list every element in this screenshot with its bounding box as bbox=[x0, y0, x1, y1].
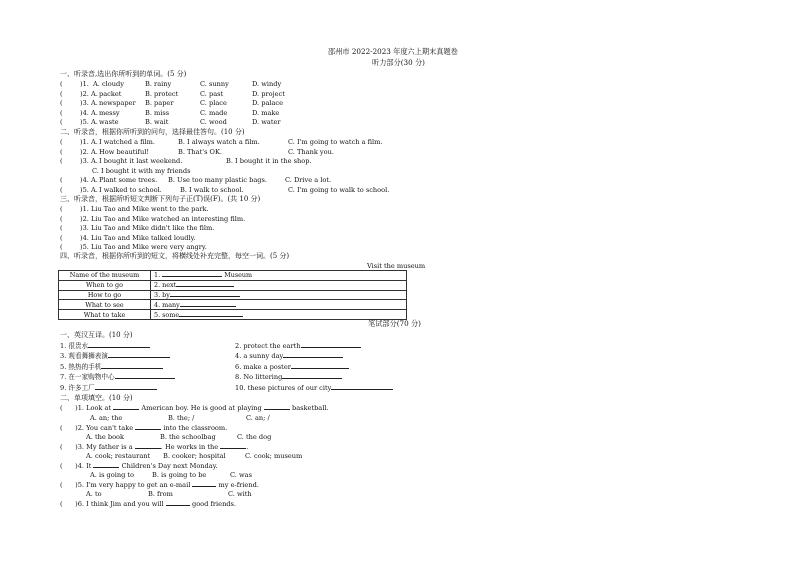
option-b: B. is going to be bbox=[152, 471, 207, 479]
option-a: I watched a film. bbox=[99, 138, 155, 146]
option-a: I bought it last weekend. bbox=[99, 157, 183, 165]
q-num: )4. A. bbox=[80, 108, 98, 117]
section3-heading: 三、听录音，根据所听短文判断下列句子正(T)误(F)。(共 10 分) bbox=[60, 195, 261, 203]
answer-blank[interactable] bbox=[331, 384, 393, 390]
answer-blank[interactable] bbox=[264, 404, 290, 410]
row-label: What to take bbox=[59, 310, 151, 320]
answer-paren: ( bbox=[60, 224, 63, 232]
option-c: C. sunny bbox=[200, 80, 229, 88]
answer-blank[interactable] bbox=[282, 373, 342, 379]
museum-table bbox=[58, 270, 407, 320]
row-label: How to go bbox=[59, 290, 151, 300]
answer-blank[interactable] bbox=[88, 342, 150, 348]
answer-prefix: 1. bbox=[154, 271, 161, 280]
answer-paren: ( bbox=[60, 233, 63, 242]
answer-paren: ( bbox=[60, 404, 76, 412]
option-c: C. the dog bbox=[237, 433, 272, 441]
answer-blank[interactable] bbox=[101, 363, 163, 369]
answer-paren: ( bbox=[60, 89, 63, 98]
mc-q5-stem: ( )5. I'm very happy to get an e-mail my e-friend. bbox=[60, 480, 259, 489]
option-a: packet bbox=[99, 89, 122, 98]
listening-part-title: 听力部分(30 分) bbox=[372, 58, 425, 67]
translation-item: 1. 很贵水 bbox=[60, 342, 150, 350]
row-answer bbox=[151, 280, 407, 290]
answer-paren: ( bbox=[60, 118, 63, 126]
translation-item: 10. these pictures of our city bbox=[235, 384, 393, 392]
answer-paren: ( bbox=[60, 157, 63, 165]
answer-blank[interactable] bbox=[170, 291, 240, 297]
table-row bbox=[59, 271, 407, 281]
tf-item: )5. Liu Tao and Mike were very angry. bbox=[80, 243, 207, 251]
mc-q2-stem: ( )2. You can't take into the classroom. bbox=[60, 423, 228, 432]
mc-q1-stem: ( )1. Look at American boy. He is good at playing basketball. bbox=[60, 404, 329, 412]
row-label: Name of the museum bbox=[59, 271, 151, 281]
answer-blank[interactable] bbox=[95, 384, 157, 390]
translation-item: 5. 热热的手机 bbox=[60, 363, 163, 371]
answer-paren: ( bbox=[60, 480, 76, 489]
answer-paren: ( bbox=[60, 461, 76, 470]
row-answer bbox=[151, 290, 407, 300]
row-label: What to see bbox=[59, 300, 151, 310]
answer-paren: ( bbox=[60, 442, 76, 451]
row-label: When to go bbox=[59, 280, 151, 290]
table-caption: Visit the museum bbox=[367, 262, 426, 270]
table-row bbox=[59, 290, 407, 300]
option-a: How beautiful! bbox=[99, 147, 149, 156]
row-answer bbox=[151, 310, 407, 320]
answer-blank[interactable] bbox=[93, 462, 119, 468]
option-c: C. was bbox=[230, 471, 252, 479]
option-b: B. Use too many plastic bags. bbox=[168, 176, 267, 184]
answer-blank[interactable] bbox=[135, 443, 161, 449]
option-b: B. I always watch a film. bbox=[178, 138, 260, 146]
translation-item: 9. 许多工厂 bbox=[60, 384, 157, 392]
mc-q3-stem: ( )3. My father is a . He works in the . bbox=[60, 442, 249, 451]
option-c: C. with bbox=[228, 490, 252, 498]
answer-paren: ( bbox=[60, 214, 63, 223]
option-d: D. palace bbox=[252, 99, 284, 107]
translation-item: 3. 观看舞狮表演 bbox=[60, 352, 170, 360]
translation-item: 7. 在一家购物中心 bbox=[60, 373, 175, 381]
q-num: )1. bbox=[80, 80, 89, 88]
option-b: B. wait bbox=[145, 118, 169, 126]
option-b: B. That's OK. bbox=[178, 147, 222, 156]
option-c: C. I'm going to walk to school. bbox=[288, 185, 390, 194]
q-num: )3. A. bbox=[80, 157, 98, 165]
answer-prefix: 2. next bbox=[154, 281, 177, 290]
answer-paren: ( bbox=[60, 147, 63, 156]
q-num: )4. A. bbox=[80, 176, 98, 184]
answer-prefix: 5. some bbox=[154, 310, 180, 319]
tf-item: )3. Liu Tao and Mike didn't like the film. bbox=[80, 224, 215, 232]
translation-item: 8. No littering bbox=[235, 373, 342, 381]
answer-prefix: 4. many bbox=[154, 300, 180, 309]
written-s2-heading: 二、单项填空。(10 分) bbox=[60, 393, 133, 402]
answer-paren: ( bbox=[60, 423, 76, 432]
answer-blank[interactable] bbox=[291, 363, 349, 369]
translation-item: 2. protect the earth bbox=[235, 342, 361, 350]
option-c: C. past bbox=[200, 89, 224, 98]
q-num: )2. A. bbox=[80, 89, 98, 98]
option-b: B. rainy bbox=[145, 80, 172, 88]
section1-heading: 一、听录音,选出你所听到的单词。(5 分) bbox=[60, 70, 187, 78]
option-c: C. Drive a lot. bbox=[285, 176, 332, 184]
tf-item: )1. Liu Tao and Mike went to the park. bbox=[80, 205, 209, 213]
section2-heading: 二、听录音，根据你所听到的问句，选择最佳答句。(10 分) bbox=[60, 127, 245, 136]
option-b: B. from bbox=[148, 490, 173, 498]
answer-blank[interactable] bbox=[301, 342, 361, 348]
option-d: D. make bbox=[252, 108, 280, 117]
answer-blank[interactable] bbox=[166, 500, 190, 506]
table-row bbox=[59, 310, 407, 320]
option-d: D. project bbox=[252, 89, 285, 98]
option-a: Plant some trees. bbox=[99, 176, 158, 184]
option-a: I walked to school. bbox=[99, 185, 162, 194]
option-c: C. I bought it with my friends bbox=[92, 166, 191, 175]
answer-blank[interactable] bbox=[220, 443, 246, 449]
answer-blank[interactable] bbox=[176, 281, 234, 287]
option-c: C. place bbox=[200, 99, 227, 107]
option-b: B. paper bbox=[145, 99, 174, 107]
option-d: D. water bbox=[252, 118, 281, 126]
option-a: waste bbox=[99, 118, 119, 126]
answer-prefix: 3. by bbox=[154, 290, 170, 299]
option-c: C. made bbox=[200, 108, 228, 117]
written-part-title: 笔试部分(70 分) bbox=[368, 319, 421, 328]
option-a: A. an; the bbox=[90, 414, 123, 422]
table-row bbox=[59, 280, 407, 290]
answer-paren: ( bbox=[60, 99, 63, 107]
option-c: C. I'm going to watch a film. bbox=[288, 138, 383, 146]
answer-paren: ( bbox=[60, 499, 76, 508]
q-num: )5. A. bbox=[80, 185, 98, 194]
option-b: B. cooker; hospital bbox=[163, 452, 226, 460]
answer-blank[interactable] bbox=[113, 404, 139, 410]
translation-item: 6. make a poster bbox=[235, 363, 349, 371]
translation-item: 4. a sunny day bbox=[235, 352, 343, 360]
option-a: newspaper bbox=[99, 99, 136, 107]
answer-blank[interactable] bbox=[283, 352, 343, 358]
answer-blank[interactable] bbox=[180, 301, 236, 307]
row-answer bbox=[151, 300, 407, 310]
option-c: C. an; / bbox=[246, 414, 270, 422]
option-c: C. Thank you. bbox=[288, 147, 334, 156]
tf-item: )2. Liu Tao and Mike watched an interesting film. bbox=[80, 214, 246, 223]
answer-paren: ( bbox=[60, 108, 63, 117]
option-b: B. miss bbox=[145, 108, 170, 117]
option-a: A. the book bbox=[86, 433, 125, 441]
q-num: )3. A. bbox=[80, 99, 98, 107]
option-b: B. I bought it in the shop. bbox=[226, 157, 312, 165]
answer-paren: ( bbox=[60, 185, 63, 194]
answer-blank[interactable] bbox=[179, 311, 243, 317]
answer-paren: ( bbox=[60, 80, 63, 88]
option-b: B. the; / bbox=[168, 414, 195, 422]
option-a: A. to bbox=[86, 490, 102, 498]
answer-paren: ( bbox=[60, 176, 63, 184]
option-a: A. is going to bbox=[90, 471, 135, 479]
table-row bbox=[59, 300, 407, 310]
row-answer bbox=[151, 271, 407, 281]
option-a: messy bbox=[99, 108, 120, 117]
written-s1-heading: 一、英汉互译。(10 分) bbox=[60, 331, 133, 339]
section4-heading: 四、听录音，根据你所听到的短文，将横线处补充完整，每空一词。(5 分) bbox=[60, 252, 290, 260]
q-num: )2. A. bbox=[80, 147, 98, 156]
option-b: B. the schoolbag bbox=[160, 433, 216, 441]
answer-blank[interactable] bbox=[192, 481, 216, 487]
option-a: A. cook; restaurant bbox=[86, 452, 151, 460]
exam-title: 邵州市 2022-2023 年度六上期末真题卷 bbox=[328, 47, 458, 56]
option-a: A. cloudy bbox=[93, 80, 124, 88]
answer-blank[interactable] bbox=[108, 352, 170, 358]
option-b: B. I walk to school. bbox=[180, 185, 244, 194]
mc-q6-stem: ( )6. I think Jim and you will good friends. bbox=[60, 499, 237, 508]
answer-blank[interactable] bbox=[115, 373, 175, 379]
option-d: D. windy bbox=[252, 80, 282, 88]
answer-paren: ( bbox=[60, 205, 63, 213]
mc-q4-stem: ( )4. It Children's Day next Monday. bbox=[60, 461, 218, 470]
q-num: )5. A. bbox=[80, 118, 98, 126]
option-b: B. protect bbox=[145, 89, 179, 98]
answer-paren: ( bbox=[60, 243, 63, 251]
option-c: C. cook; museum bbox=[245, 452, 303, 460]
answer-suffix: Museum bbox=[224, 271, 253, 280]
answer-blank[interactable] bbox=[135, 424, 161, 430]
option-c: C. wood bbox=[200, 118, 227, 126]
answer-blank[interactable] bbox=[162, 271, 222, 277]
answer-paren: ( bbox=[60, 138, 63, 146]
q-num: )1. A. bbox=[80, 138, 98, 146]
tf-item: )4. Liu Tao and Mike talked loudly. bbox=[80, 233, 196, 242]
